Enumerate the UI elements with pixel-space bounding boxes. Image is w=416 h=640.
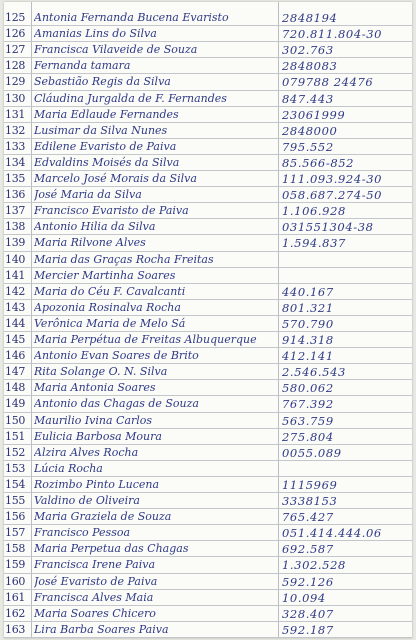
- entry-name: Fernanda tamara: [34, 59, 131, 73]
- entry-value: 1.302.528: [282, 558, 346, 573]
- ruled-line: [4, 492, 412, 493]
- ruled-line: [4, 476, 412, 477]
- entry-value: 2848000: [282, 123, 338, 138]
- entry-name: Antonio das Chagas de Souza: [34, 397, 199, 411]
- ruled-line: [4, 637, 412, 638]
- number-column-divider: [31, 2, 32, 638]
- entry-value: 111.093.924-30: [282, 172, 383, 186]
- entry-value: 692.587: [282, 542, 334, 557]
- entry-value: 2848083: [282, 59, 338, 74]
- ruled-line: [4, 379, 412, 380]
- entry-value: 765.427: [282, 510, 334, 525]
- entry-name: Francisco Evaristo de Paiva: [34, 204, 189, 218]
- entry-value: 328.407: [282, 606, 334, 621]
- ruled-line: [4, 202, 412, 203]
- entry-value: 3338153: [282, 494, 338, 508]
- entry-number: 153: [5, 461, 26, 475]
- entry-number: 127: [5, 43, 26, 57]
- entry-name: Maria Antonia Soares: [34, 381, 156, 395]
- ruled-line: [4, 41, 412, 42]
- entry-name: Rozimbo Pinto Lucena: [34, 477, 160, 491]
- entry-name: Edvaldins Moisés da Silva: [34, 155, 180, 169]
- entry-number: 144: [5, 316, 26, 330]
- entry-value: 23061999: [282, 107, 346, 122]
- entry-value: 592.126: [282, 574, 334, 589]
- ruled-line: [4, 621, 412, 622]
- entry-value: 2848194: [282, 11, 338, 25]
- entry-number: 129: [5, 75, 26, 89]
- entry-value: 1.106.928: [282, 204, 346, 219]
- entry-name: Lira Barba Soares Paiva: [34, 622, 169, 636]
- entry-name: Maurilio Ivina Carlos: [34, 413, 153, 427]
- entry-name: Maria Edlaude Fernandes: [34, 107, 179, 121]
- entry-number: 160: [5, 574, 26, 588]
- entry-number: 142: [5, 284, 26, 298]
- entry-number: 143: [5, 300, 26, 314]
- entry-number: 154: [5, 477, 26, 491]
- ruled-line: [4, 556, 412, 557]
- entry-number: 126: [5, 27, 26, 41]
- ruled-line: [4, 444, 412, 445]
- ruled-line: [4, 154, 412, 155]
- ruled-line: [4, 395, 412, 396]
- entry-name: Maria das Graças Rocha Freitas: [34, 252, 214, 266]
- entry-number: 161: [5, 590, 26, 604]
- entry-number: 140: [5, 252, 26, 266]
- ruled-line: [4, 73, 412, 74]
- entry-value: 058.687.274-50: [282, 188, 383, 203]
- entry-value: 570.790: [282, 316, 334, 331]
- entry-name: Apozonia Rosinalva Rocha: [34, 300, 181, 314]
- entry-number: 133: [5, 139, 26, 153]
- entry-value: 440.167: [282, 284, 334, 299]
- entry-name: Cláudina Jurgalda de F. Fernandes: [34, 91, 227, 105]
- entry-value: 031551304-38: [282, 220, 374, 235]
- entry-name: Verônica Maria de Melo Sá: [34, 316, 186, 330]
- ruled-line: [4, 508, 412, 509]
- ruled-line: [4, 540, 412, 541]
- entry-number: 135: [5, 172, 26, 185]
- ruled-line: [4, 315, 412, 316]
- entry-number: 132: [5, 123, 26, 137]
- entry-value: 847.443: [282, 91, 334, 106]
- entry-number: 138: [5, 220, 26, 234]
- ruled-line: [4, 138, 412, 139]
- entry-name: Rita Solange O. N. Silva: [34, 365, 168, 379]
- ruled-line: [4, 363, 412, 364]
- ruled-line: [4, 234, 412, 235]
- ruled-line: [4, 251, 412, 252]
- entry-name: José Evaristo de Paiva: [34, 574, 158, 588]
- entry-name: Maria Soares Chicero: [34, 606, 156, 620]
- entry-value: 10.094: [282, 590, 326, 605]
- entry-value: 914.318: [282, 333, 334, 347]
- entry-number: 159: [5, 558, 26, 572]
- entry-number: 150: [5, 413, 26, 427]
- ruled-line: [4, 283, 412, 284]
- ruled-line: [4, 605, 412, 606]
- ruled-line: [4, 347, 412, 348]
- entry-value: 85.566-852: [282, 155, 355, 170]
- ruled-line: [4, 218, 412, 219]
- entry-name: Antonio Evan Soares de Brito: [34, 349, 199, 363]
- entry-number: 157: [5, 526, 26, 540]
- entry-number: 156: [5, 510, 26, 524]
- entry-number: 141: [5, 268, 26, 282]
- entry-number: 139: [5, 236, 26, 250]
- entry-value: 051.414.444.06: [282, 526, 382, 541]
- ruled-line: [4, 186, 412, 187]
- entry-value: 1.594.837: [282, 236, 346, 251]
- entry-value: 275.804: [282, 429, 334, 444]
- entry-value: 1115969: [282, 477, 338, 492]
- entry-value: 302.763: [282, 43, 334, 58]
- entry-name: Maria Rilvone Alves: [34, 236, 146, 250]
- ruled-line: [4, 524, 412, 525]
- entry-number: 130: [5, 91, 26, 105]
- entry-name: Edilene Evaristo de Paiva: [34, 139, 177, 153]
- entry-number: 134: [5, 155, 26, 169]
- entry-number: 151: [5, 429, 26, 443]
- entry-number: 158: [5, 542, 26, 556]
- entry-name: Antonia Fernanda Bucena Evaristo: [34, 11, 229, 24]
- entry-value: 580.062: [282, 381, 334, 396]
- entry-name: Marcelo José Morais da Silva: [34, 172, 197, 185]
- entry-value: 563.759: [282, 413, 334, 428]
- entry-name: Antonio Hilia da Silva: [34, 220, 156, 234]
- ruled-line: [4, 267, 412, 268]
- entry-number: 128: [5, 59, 26, 73]
- entry-number: 125: [5, 11, 26, 24]
- entry-number: 131: [5, 107, 26, 121]
- entry-number: 147: [5, 365, 26, 379]
- ruled-line: [4, 331, 412, 332]
- entry-name: Sebastião Regis da Silva: [34, 75, 171, 89]
- entry-number: 145: [5, 333, 26, 346]
- ruled-line: [4, 573, 412, 574]
- entry-number: 148: [5, 381, 26, 395]
- entry-name: Francisca Vilaveide de Souza: [34, 43, 198, 57]
- entry-value: 592.187: [282, 622, 334, 637]
- entry-value: 0055.089: [282, 445, 342, 460]
- ruled-line: [4, 90, 412, 91]
- ruled-line: [4, 299, 412, 300]
- value-column-divider: [278, 2, 279, 638]
- entry-name: Amanias Lins do Silva: [34, 27, 157, 41]
- entry-name: Mercier Martinha Soares: [34, 268, 176, 282]
- entry-value: 801.321: [282, 300, 334, 315]
- entry-name: Eulicia Barbosa Moura: [34, 429, 162, 443]
- entry-name: Lusimar da Silva Nunes: [34, 123, 168, 137]
- entry-name: José Maria da Silva: [34, 188, 142, 202]
- entry-number: 136: [5, 188, 26, 202]
- entry-name: Francisco Pessoa: [34, 526, 131, 540]
- entry-number: 155: [5, 494, 26, 507]
- entry-name: Maria Graziela de Souza: [34, 510, 172, 524]
- entry-number: 137: [5, 204, 26, 218]
- ruled-line: [4, 106, 412, 107]
- entry-value: 079788 24476: [282, 75, 374, 90]
- ruled-line: [4, 589, 412, 590]
- entry-name: Maria Perpétua de Freitas Albuquerque: [34, 333, 257, 346]
- entry-name: Francisca Alves Maia: [34, 590, 154, 604]
- entry-number: 146: [5, 349, 26, 363]
- ruled-line: [4, 412, 412, 413]
- entry-value: 2.546.543: [282, 365, 346, 380]
- entry-value: 767.392: [282, 397, 334, 412]
- handwritten-sheet: [4, 2, 412, 638]
- ruled-line: [4, 428, 412, 429]
- entry-name: Lúcia Rocha: [34, 461, 103, 475]
- entry-name: Maria do Céu F. Cavalcanti: [34, 284, 186, 298]
- entry-name: Francisca Irene Paiva: [34, 558, 156, 572]
- entry-number: 163: [5, 622, 26, 636]
- ruled-line: [4, 25, 412, 26]
- ruled-line: [4, 170, 412, 171]
- entry-number: 152: [5, 445, 26, 459]
- ruled-line: [4, 460, 412, 461]
- entry-value: 412.141: [282, 349, 334, 364]
- entry-name: Valdino de Oliveira: [34, 494, 140, 507]
- entry-name: Alzira Alves Rocha: [34, 445, 139, 459]
- ruled-line: [4, 57, 412, 58]
- entry-name: Maria Perpetua das Chagas: [34, 542, 189, 556]
- entry-value: 795.552: [282, 139, 334, 154]
- entry-value: 720.811.804-30: [282, 27, 383, 42]
- ruled-line: [4, 122, 412, 123]
- entry-number: 149: [5, 397, 26, 411]
- entry-number: 162: [5, 606, 26, 620]
